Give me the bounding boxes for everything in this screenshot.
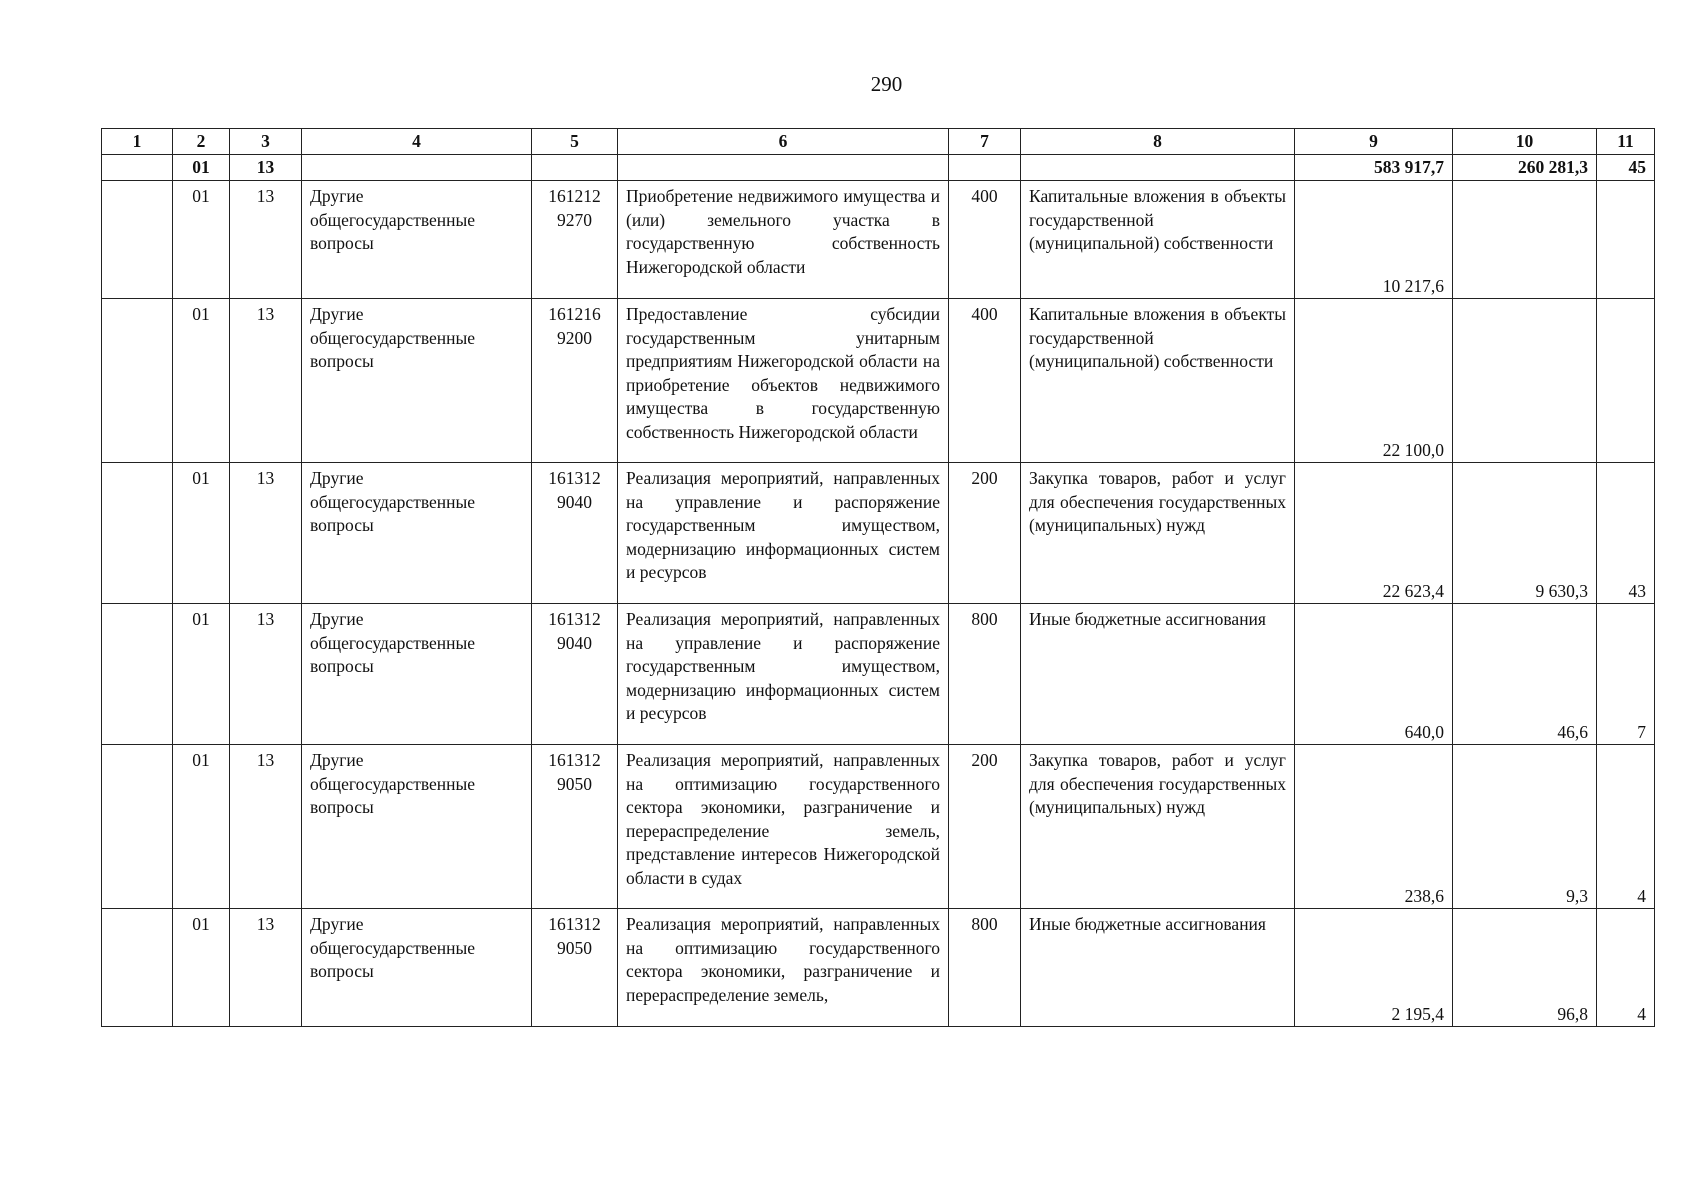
- budget-table: [101, 128, 1655, 1027]
- row-number-cell: [102, 604, 173, 745]
- amount-plan: 640,0: [1295, 604, 1453, 745]
- summary-cell: [1021, 155, 1295, 181]
- expense-type-code: 800: [949, 909, 1021, 1027]
- percent-complete: 4: [1597, 909, 1655, 1027]
- header-cell: 4: [302, 129, 532, 155]
- table-row: [102, 299, 1655, 463]
- summary-percent: 45: [1597, 155, 1655, 181]
- header-cell: 10: [1453, 129, 1597, 155]
- section-code: 01: [173, 463, 230, 604]
- summary-cell: [102, 155, 173, 181]
- row-number-cell: [102, 745, 173, 909]
- expense-type-code: 800: [949, 604, 1021, 745]
- page-number: 290: [870, 72, 903, 96]
- expense-description: Предоставление субсидии государственным унитарным предприятиям Нижегородской области на приобретение объектов недвижимого имущества в государственную собственность Нижегородской области: [618, 299, 949, 463]
- header-cell: 1: [102, 129, 173, 155]
- header-cell: 7: [949, 129, 1021, 155]
- header-cell: 3: [230, 129, 302, 155]
- table-header-row: [102, 129, 1655, 155]
- summary-row: [102, 155, 1655, 181]
- row-number-cell: [102, 181, 173, 299]
- expense-type-name: Иные бюджетные ассигнования: [1021, 604, 1295, 745]
- amount-plan: 22 623,4: [1295, 463, 1453, 604]
- table-row: [102, 604, 1655, 745]
- row-number-cell: [102, 299, 173, 463]
- summary-subsection: 13: [230, 155, 302, 181]
- expense-type-code: 400: [949, 299, 1021, 463]
- expense-description: Приобретение недвижимого имущества и (или) земельного участка в государственную собственность Нижегородской области: [618, 181, 949, 299]
- table-row: [102, 181, 1655, 299]
- amount-plan: 2 195,4: [1295, 909, 1453, 1027]
- table-row: [102, 909, 1655, 1027]
- expense-description: Реализация мероприятий, направленных на оптимизацию государственного сектора экономики, разграничение и перераспределение земель,: [618, 909, 949, 1027]
- amount-plan: 238,6: [1295, 745, 1453, 909]
- expense-type-code: 200: [949, 745, 1021, 909]
- subsection-code: 13: [230, 299, 302, 463]
- summary-cell: [618, 155, 949, 181]
- section-name: Другие общегосударственные вопросы: [302, 181, 532, 299]
- target-article-code: 161312 9050: [532, 745, 618, 909]
- subsection-code: 13: [230, 909, 302, 1027]
- header-cell: 9: [1295, 129, 1453, 155]
- expense-type-code: 200: [949, 463, 1021, 604]
- subsection-code: 13: [230, 604, 302, 745]
- row-number-cell: [102, 909, 173, 1027]
- summary-amount-plan: 583 917,7: [1295, 155, 1453, 181]
- section-code: 01: [173, 745, 230, 909]
- percent-complete: 43: [1597, 463, 1655, 604]
- summary-section: 01: [173, 155, 230, 181]
- section-code: 01: [173, 299, 230, 463]
- subsection-code: 13: [230, 463, 302, 604]
- expense-type-name: Капитальные вложения в объекты государственной (муниципальной) собственности: [1021, 299, 1295, 463]
- section-name: Другие общегосударственные вопросы: [302, 463, 532, 604]
- section-code: 01: [173, 909, 230, 1027]
- amount-plan: 22 100,0: [1295, 299, 1453, 463]
- amount-actual: [1453, 181, 1597, 299]
- expense-type-code: 400: [949, 181, 1021, 299]
- amount-actual: 46,6: [1453, 604, 1597, 745]
- header-cell: 11: [1597, 129, 1655, 155]
- expense-type-name: Иные бюджетные ассигнования: [1021, 909, 1295, 1027]
- target-article-code: 161312 9040: [532, 604, 618, 745]
- section-name: Другие общегосударственные вопросы: [302, 745, 532, 909]
- target-article-code: 161212 9270: [532, 181, 618, 299]
- section-name: Другие общегосударственные вопросы: [302, 604, 532, 745]
- expense-type-name: Закупка товаров, работ и услуг для обеспечения государственных (муниципальных) нужд: [1021, 463, 1295, 604]
- amount-actual: 9,3: [1453, 745, 1597, 909]
- header-cell: 5: [532, 129, 618, 155]
- summary-cell: [302, 155, 532, 181]
- percent-complete: 7: [1597, 604, 1655, 745]
- row-number-cell: [102, 463, 173, 604]
- expense-type-name: Закупка товаров, работ и услуг для обеспечения государственных (муниципальных) нужд: [1021, 745, 1295, 909]
- amount-plan: 10 217,6: [1295, 181, 1453, 299]
- section-name: Другие общегосударственные вопросы: [302, 299, 532, 463]
- summary-cell: [532, 155, 618, 181]
- target-article-code: 161312 9050: [532, 909, 618, 1027]
- percent-complete: 4: [1597, 745, 1655, 909]
- subsection-code: 13: [230, 745, 302, 909]
- subsection-code: 13: [230, 181, 302, 299]
- summary-cell: [949, 155, 1021, 181]
- summary-amount-actual: 260 281,3: [1453, 155, 1597, 181]
- table-row: [102, 463, 1655, 604]
- header-cell: 6: [618, 129, 949, 155]
- amount-actual: 9 630,3: [1453, 463, 1597, 604]
- section-code: 01: [173, 604, 230, 745]
- amount-actual: [1453, 299, 1597, 463]
- percent-complete: [1597, 181, 1655, 299]
- header-cell: 2: [173, 129, 230, 155]
- header-cell: 8: [1021, 129, 1295, 155]
- amount-actual: 96,8: [1453, 909, 1597, 1027]
- section-code: 01: [173, 181, 230, 299]
- expense-type-name: Капитальные вложения в объекты государственной (муниципальной) собственности: [1021, 181, 1295, 299]
- expense-description: Реализация мероприятий, направленных на оптимизацию государственного сектора экономики, разграничение и перераспределение земель, представление интересов Нижегородской области в судах: [618, 745, 949, 909]
- target-article-code: 161312 9040: [532, 463, 618, 604]
- table-row: [102, 745, 1655, 909]
- section-name: Другие общегосударственные вопросы: [302, 909, 532, 1027]
- expense-description: Реализация мероприятий, направленных на управление и распоряжение государственным имуществом, модернизацию информационных систем и ресурсов: [618, 604, 949, 745]
- expense-description: Реализация мероприятий, направленных на управление и распоряжение государственным имуществом, модернизацию информационных систем и ресурсов: [618, 463, 949, 604]
- target-article-code: 161216 9200: [532, 299, 618, 463]
- percent-complete: [1597, 299, 1655, 463]
